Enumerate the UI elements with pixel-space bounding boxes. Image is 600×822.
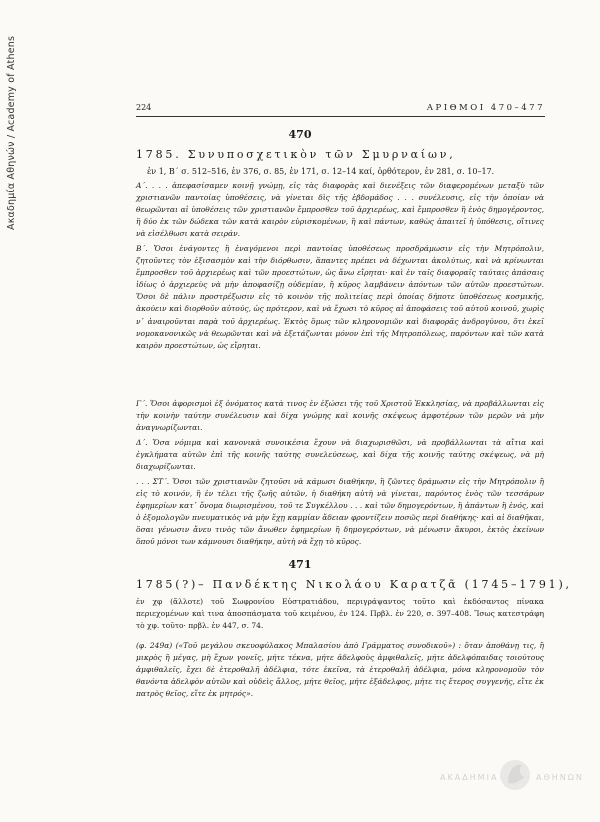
paragraph-470-e: . . . ΣΤ΄. Ὅσοι τῶν χριστιανῶν ζητοῦσι νὰ κάμωσι διαθήκην, ἢ ζῶντες δράμωσιν εἰς τὴν Μητρόπολιν ἢ εἰς τὸ κοινόν, ἢ ἐν τέλει τῆς ζωῆς αὐτῶν, ἡ διαθήκη αὐτὴ νὰ γίνεται, παρόντος ἑνὸς τῶν τεσσάρων ἐφημερίων κατ᾿ ὄνομα διωρισμένου, τοῦ τε Συγκέλλου . . . καὶ τῶν δημογερόντων, ἢ ἁπάντων ἢ ἑνός, καὶ ὁ ἐξομολογῶν πνευματικὸς νὰ μὴν ἔχῃ καμμίαν ἄδειαν φροντίζειν ποσῶς περὶ διαθήκης· καὶ αἱ διαθῆκαι, ὅσαι γένωσιν ἄνευ τινὸς τῶν ἄνωθεν ἐφημερίων ἢ δημογερόντων, νὰ μένωσιν ἄκυροι, ἐκτὸς ἐκείνων ὅποῦ μόνοι των κάμνουσι διαθήκην, αὐτὴ νὰ ἔχῃ τὸ κῦρος. — [136, 477, 544, 547]
paragraph-470-b: Β΄. Ὅσοι ἐνάγοντες ἢ ἐναγόμενοι περὶ παντοίας ὑποθέσεως προσδράμωσιν εἰς τὴν Μητρόπολιν, ζητοῦντες τὸν ἐξισασμὸν καὶ τὴν διόρθωσιν, ἅπαντες πρέπει νὰ δέχωνται ἀκολύτως, καὶ νὰ κρίνωνται ἔμπροσθεν τοῦ ἀρχιερέως καὶ τῶν προεστώτων, ὡς ἄνω εἴρηται· καὶ ἐν ταῖς διαφοραῖς ταύταις ἁπάσαις ἰδίως ὁ ἀρχιερεὺς νὰ μὴν ἀποφασίζῃ οὐδεμίαν, ἢ κῦρος λαμβάνειν ἀπόντων τῶν αὐτῶν προεστώτων. Ὅσοι δὲ πάλιν προστρέξωσιν εἰς τὸ κοινὸν τῆς πολιτείας περὶ ὁποίας δήποτε ὑποθέσεως κοσμικῆς, ἀκούειν καὶ διορθοῦν αὐτούς, ὡς πρότερον, καὶ νὰ ἔχωσι τὸ κῦρος αἱ ἀποφάσεις τοῦ αὐτοῦ κοινοῦ, χωρὶς ν᾿ ἀναιροῦνται παρὰ τοῦ ἀρχιερέως. Ἐκτὸς ὅμως τῶν κληρονομιῶν καὶ διαφορᾶς ἀνδρογύνου, ὅτι ἐκεῖ νομοκανονικῶς νὰ θεωρῶνται καὶ νὰ ἐξετάζωνται μόνον ἐπὶ τῆς Μητροπόλεως, παρόντων καὶ τῶν κατὰ καιρὸν προεστώτων, ὡς εἴρηται. — [136, 244, 544, 350]
paragraph-470-a: Α΄. . . . ἀπεφασίσαμεν κοινῇ γνώμῃ, εἰς τὰς διαφορὰς καὶ διενέξεις τῶν διαφερομένων μεταξὺ τῶν χριστιανῶν παντοίας ὑποθέσεις, νὰ γίνεται δὶς τῆς ἑβδομάδος . . . συνέλευσις, εἰς τὴν ὁποίαν νὰ θεωρῶνται αἱ ὑποθέσεις τῶν χριστιανῶν ἔμπροσθεν τοῦ ἀρχιερέως, καὶ ἔμπροσθεν ἢ ἑνὸς δημογέροντος, ἢ δύο ἐκ τῶν δώδεκα τῶν κατὰ καιρὸν εὑρισκομένων, ἢ καὶ πάντων, καθὼς ἀπαιτεῖ ἡ ὑπόθεσις, οἵτινες νὰ εἰσέλθωσι κατὰ σειράν. — [136, 181, 544, 239]
athena-emblem-icon — [498, 755, 532, 795]
paragraph-470-c: Γ΄. Ὅσοι ἀφορισμοὶ ἐξ ὀνόματος κατὰ τινος ἐν ἐξώσει τῆς τοῦ Χριστοῦ Ἐκκλησίας, νὰ προβάλλωνται εἰς τὴν κοινὴν ταύτην συνέλευσιν καὶ δίχα γνώμης καὶ κοινῆς σκέψεως ἀμφοτέρων τῶν μερῶν νὰ μὴν ἀναγνωρίζωνται. — [136, 399, 544, 433]
running-title: ΑΡΙΘΜΟΙ 470–477 — [426, 103, 545, 113]
entry-refs-470: ἐν 1, Β΄ σ. 512–516, ἐν 376, σ. 85, ἐν 171, σ. 12–14 καί, ὀρθότερον, ἐν 281, σ. 10–17. — [147, 167, 495, 176]
paragraph-471-b: (φ. 249α) («Τοῦ μεγάλου σκευοφύλακος Μπαλασίου ἀπὸ Γράμματος συνοδικοῦ») : ὅταν ἀποθάνῃ τις, ἢ μικρὸς ἢ μέγας, μὴ ἔχων γονεῖς, μήτε τέκνα, μήτε ἀδελφοὺς ἀμφιθαλεῖς, μήτε ἀδελφόπαιδας τοιούτους ἀμφιθαλεῖς, ἔχει δὲ ἑτεροθαλῆ ἀδέλφια, τότε ἐκεῖνα, τὰ ἑτεροθαλῆ ἀδέλφια, μόνα κληρονομοῦν τὸν θανόντα ἀδελφὸν αὐτῶν καὶ οὐδεὶς ἄλλος, μήτε θεῖος, μήτε ἐξάδελφος, μήτε τις ἕτερος συγγενής, εἴτε ἐκ πατρὸς θεῖος, εἴτε ἐκ μητρός». — [136, 641, 544, 699]
header-rule — [136, 116, 545, 117]
page-number: 224 — [136, 103, 152, 112]
academy-watermark-logo — [440, 755, 590, 795]
paragraph-470-d: Δ΄. Ὅσα νόμιμα καὶ κανονικὰ συνοικέσια ἔχουν νὰ διαχωρισθῶσι, νὰ προβάλλωνται τὰ αἴτια καὶ ἐγκλήματα αὐτῶν ἐπὶ τῆς κοινῆς ταύτης συνελεύσεως, καὶ δίχα τῆς κοινῆς ταύτης σκέψεως, νὰ μὴ διαχωρίζωνται. — [136, 438, 544, 472]
watermark-text-left: ΑΚΑΔΗΜΙΑ — [440, 773, 499, 782]
entry-heading-471: 1785(?)– Πανδέκτης Νικολάου Καρατζᾶ (1745–1791), — [136, 578, 572, 591]
entry-number-471: 471 — [288, 558, 312, 571]
paragraph-471-a: ἐν χφ (ἄλλοτε) τοῦ Σωφρονίου Εὐστρατιάδου, περιγράψαντος τοῦτο καὶ ἐκδόσαντος πίνακα περιεχομένων καὶ τινα ἀποσπάσματα τοῦ κειμένου, ἐν 124. Πρβλ. ἐν 220, σ. 397–408. Ἴσως κατεστράφη τὸ χφ. τοῦτο· πρβλ. ἐν 447, σ. 74. — [136, 597, 544, 631]
entry-heading-470: 1785. Συνυποσχετικὸν τῶν Σμυρναίων, — [136, 148, 456, 161]
entry-number-470: 470 — [288, 128, 312, 141]
watermark-text-right: ΑΘΗΝΩΝ — [536, 773, 584, 782]
side-watermark: Ακαδημία Αθηνών / Academy of Athens — [6, 35, 17, 230]
running-head — [136, 103, 545, 115]
